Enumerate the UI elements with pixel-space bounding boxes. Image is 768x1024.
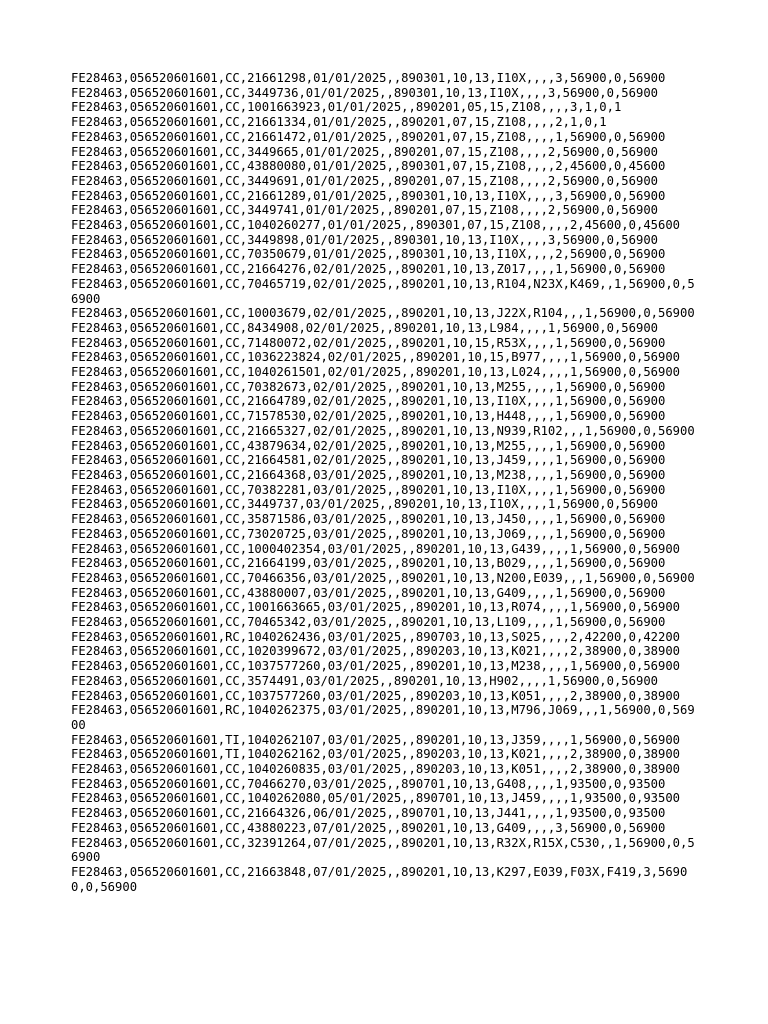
record-line: FE28463,056520601601,CC,10003679,02/01/2025,,890201,10,13,J22X,R104,,,1,56900,0,56900 xyxy=(71,306,695,321)
record-line: FE28463,056520601601,CC,3574491,03/01/2025,,890201,10,13,H902,,,,1,56900,0,56900 xyxy=(71,673,658,688)
record-line: FE28463,056520601601,CC,70466270,03/01/2025,,890701,10,13,G408,,,,1,93500,0,93500 xyxy=(71,776,666,791)
record-line: FE28463,056520601601,CC,21664368,03/01/2025,,890201,10,13,M238,,,,1,56900,0,56900 xyxy=(71,467,666,482)
record-line: FE28463,056520601601,CC,3449737,03/01/2025,,890201,10,13,I10X,,,,1,56900,0,56900 xyxy=(71,497,658,512)
record-line: FE28463,056520601601,RC,1040262436,03/01/2025,,890703,10,13,S025,,,,2,42200,0,42200 xyxy=(71,629,681,644)
record-line: FE28463,056520601601,CC,21664199,03/01/2025,,890201,10,13,B029,,,,1,56900,0,56900 xyxy=(71,556,666,571)
record-line: FE28463,056520601601,CC,3449691,01/01/2025,,890201,07,15,Z108,,,,2,56900,0,56900 xyxy=(71,173,658,188)
record-line: FE28463,056520601601,CC,1037577260,03/01/2025,,890203,10,13,K051,,,,2,38900,0,38900 xyxy=(71,688,681,703)
record-line: FE28463,056520601601,CC,70382281,03/01/2025,,890201,10,13,I10X,,,,1,56900,0,56900 xyxy=(71,482,666,497)
record-line: FE28463,056520601601,CC,1040262080,05/01/2025,,890701,10,13,J459,,,,1,93500,0,93500 xyxy=(71,791,681,806)
record-line: FE28463,056520601601,CC,21661334,01/01/2025,,890201,07,15,Z108,,,,2,1,0,1 xyxy=(71,115,607,130)
record-line: FE28463,056520601601,CC,43879634,02/01/2025,,890201,10,13,M255,,,,1,56900,0,56900 xyxy=(71,438,666,453)
record-line: FE28463,056520601601,CC,21664789,02/01/2025,,890201,10,13,I10X,,,,1,56900,0,56900 xyxy=(71,394,666,409)
record-line: FE28463,056520601601,CC,21661472,01/01/2025,,890201,07,15,Z108,,,,1,56900,0,56900 xyxy=(71,129,666,144)
record-line: FE28463,056520601601,CC,3449665,01/01/2025,,890201,07,15,Z108,,,,2,56900,0,56900 xyxy=(71,144,658,159)
record-line: FE28463,056520601601,CC,21665327,02/01/2025,,890201,10,13,N939,R102,,,1,56900,0,56900 xyxy=(71,423,695,438)
record-line: FE28463,056520601601,CC,1037577260,03/01/2025,,890201,10,13,M238,,,,1,56900,0,56900 xyxy=(71,659,681,674)
record-line: FE28463,056520601601,CC,1040261501,02/01/2025,,890201,10,13,L024,,,,1,56900,0,56900 xyxy=(71,365,681,380)
record-line: FE28463,056520601601,CC,43880223,07/01/2025,,890201,10,13,G409,,,,3,56900,0,56900 xyxy=(71,820,666,835)
record-line: FE28463,056520601601,CC,71578530,02/01/2025,,890201,10,13,H448,,,,1,56900,0,56900 xyxy=(71,409,666,424)
record-line: FE28463,056520601601,CC,3449741,01/01/2025,,890201,07,15,Z108,,,,2,56900,0,56900 xyxy=(71,203,658,218)
record-line: FE28463,056520601601,CC,1020399672,03/01/2025,,890203,10,13,K021,,,,2,38900,0,38900 xyxy=(71,644,681,659)
record-line: FE28463,056520601601,CC,70382673,02/01/2025,,890201,10,13,M255,,,,1,56900,0,56900 xyxy=(71,379,666,394)
record-line: FE28463,056520601601,CC,70465342,03/01/2025,,890201,10,13,L109,,,,1,56900,0,56900 xyxy=(71,615,666,630)
record-line: FE28463,056520601601,RC,1040262375,03/01/2025,,890201,10,13,M796,J069,,,1,56900,0,56900 xyxy=(71,703,695,732)
record-line: FE28463,056520601601,TI,1040262107,03/01/2025,,890201,10,13,J359,,,,1,56900,0,56900 xyxy=(71,732,681,747)
record-line: FE28463,056520601601,CC,21661298,01/01/2025,,890301,10,13,I10X,,,,3,56900,0,56900 xyxy=(71,71,666,85)
record-line: FE28463,056520601601,CC,3449736,01/01/2025,,890301,10,13,I10X,,,,3,56900,0,56900 xyxy=(71,85,658,100)
record-line: FE28463,056520601601,CC,35871586,03/01/2025,,890201,10,13,J450,,,,1,56900,0,56900 xyxy=(71,512,666,527)
csv-text-block xyxy=(71,71,701,894)
record-line: FE28463,056520601601,CC,73020725,03/01/2025,,890201,10,13,J069,,,,1,56900,0,56900 xyxy=(71,526,666,541)
record-line: FE28463,056520601601,CC,1001663923,01/01/2025,,890201,05,15,Z108,,,,3,1,0,1 xyxy=(71,100,622,115)
record-line: FE28463,056520601601,CC,70350679,01/01/2025,,890301,10,13,I10X,,,,2,56900,0,56900 xyxy=(71,247,666,262)
record-line: FE28463,056520601601,TI,1040262162,03/01/2025,,890203,10,13,K021,,,,2,38900,0,38900 xyxy=(71,747,681,762)
record-line: FE28463,056520601601,CC,1040260277,01/01/2025,,890301,07,15,Z108,,,,2,45600,0,45600 xyxy=(71,218,681,233)
record-line: FE28463,056520601601,CC,21664581,02/01/2025,,890201,10,13,J459,,,,1,56900,0,56900 xyxy=(71,453,666,468)
record-line: FE28463,056520601601,CC,70465719,02/01/2025,,890201,10,13,R104,N23X,K469,,1,56900,0,56900 xyxy=(71,276,695,306)
record-line: FE28463,056520601601,CC,1040260835,03/01/2025,,890203,10,13,K051,,,,2,38900,0,38900 xyxy=(71,762,681,777)
record-line: FE28463,056520601601,CC,21664276,02/01/2025,,890201,10,13,Z017,,,,1,56900,0,56900 xyxy=(71,262,666,277)
record-line: FE28463,056520601601,CC,21661289,01/01/2025,,890301,10,13,I10X,,,,3,56900,0,56900 xyxy=(71,188,666,203)
record-line: FE28463,056520601601,CC,71480072,02/01/2025,,890201,10,15,R53X,,,,1,56900,0,56900 xyxy=(71,335,666,350)
record-line: FE28463,056520601601,CC,3449898,01/01/2025,,890301,10,13,I10X,,,,3,56900,0,56900 xyxy=(71,232,658,247)
record-line: FE28463,056520601601,CC,43880007,03/01/2025,,890201,10,13,G409,,,,1,56900,0,56900 xyxy=(71,585,666,600)
record-line: FE28463,056520601601,CC,43880080,01/01/2025,,890301,07,15,Z108,,,,2,45600,0,45600 xyxy=(71,159,666,174)
record-line: FE28463,056520601601,CC,1000402354,03/01/2025,,890201,10,13,G439,,,,1,56900,0,56900 xyxy=(71,541,681,556)
record-line: FE28463,056520601601,CC,1001663665,03/01/2025,,890201,10,13,R074,,,,1,56900,0,56900 xyxy=(71,600,681,615)
record-line: FE28463,056520601601,CC,1036223824,02/01/2025,,890201,10,15,B977,,,,1,56900,0,56900 xyxy=(71,350,681,365)
record-line: FE28463,056520601601,CC,21663848,07/01/2025,,890201,10,13,K297,E039,F03X,F419,3,56900,0,56900 xyxy=(71,864,688,894)
record-line: FE28463,056520601601,CC,70466356,03/01/2025,,890201,10,13,N200,E039,,,1,56900,0,56900 xyxy=(71,570,695,585)
record-line: FE28463,056520601601,CC,8434908,02/01/2025,,890201,10,13,L984,,,,1,56900,0,56900 xyxy=(71,320,658,335)
record-line: FE28463,056520601601,CC,32391264,07/01/2025,,890201,10,13,R32X,R15X,C530,,1,56900,0,56900 xyxy=(71,835,695,865)
record-line: FE28463,056520601601,CC,21664326,06/01/2025,,890701,10,13,J441,,,,1,93500,0,93500 xyxy=(71,806,666,821)
